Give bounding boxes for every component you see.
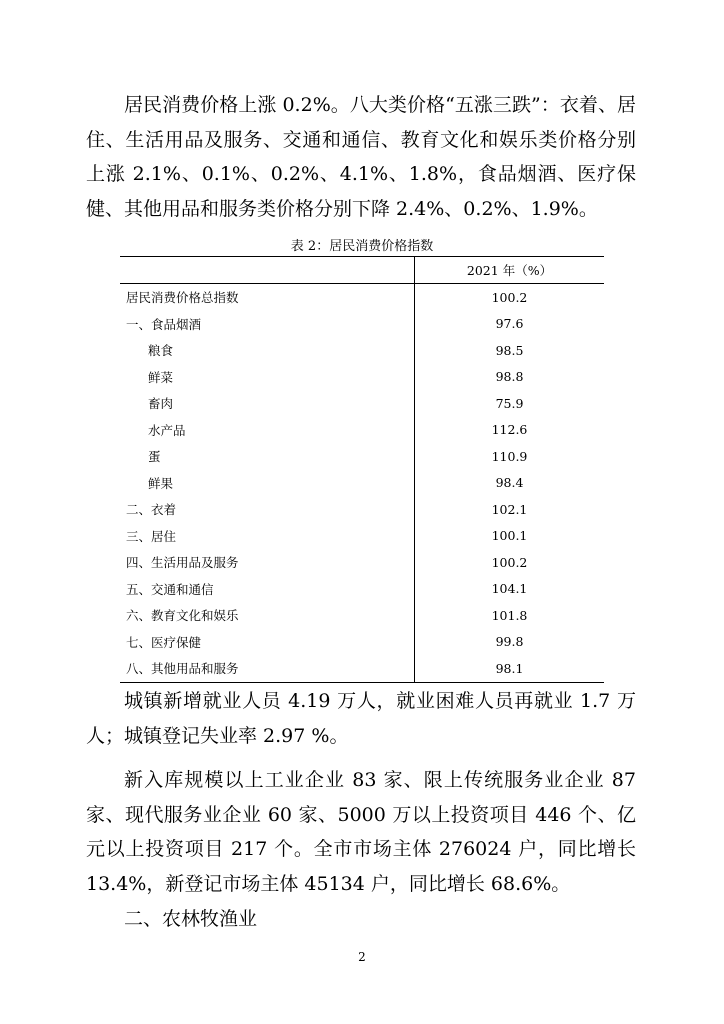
row-name: 蛋 <box>120 443 415 470</box>
table-row <box>120 390 604 417</box>
table-row <box>120 655 604 682</box>
row-value: 98.5 <box>495 342 524 358</box>
table-row <box>120 470 604 497</box>
row-name: 水产品 <box>120 417 415 444</box>
row-value: 100.2 <box>491 289 528 305</box>
row-name: 粮食 <box>120 337 415 364</box>
table-row <box>120 337 604 364</box>
table-row <box>120 417 604 444</box>
row-value: 97.6 <box>495 316 524 332</box>
row-value: 104.1 <box>491 581 528 597</box>
table-row <box>120 523 604 550</box>
row-value: 102.1 <box>491 501 528 517</box>
row-name: 鲜菜 <box>120 364 415 391</box>
table-row <box>120 364 604 391</box>
paragraph-cpi-summary: 居民消费价格上涨 0.2%。八大类价格“五涨三跌”：衣着、居住、生活用品及服务、交通和通信、教育文化和娱乐类价格分别上涨 2.1%、0.1%、0.2%、4.1%、1.8%，食品烟酒、医疗保健、其他用品和服务类价格分别下降 2.4%、0.2%、1.9%。 <box>86 94 636 220</box>
row-value: 98.1 <box>495 660 524 676</box>
table-row <box>120 284 604 311</box>
table-row <box>120 443 604 470</box>
table-row <box>120 602 604 629</box>
header-item <box>120 257 415 284</box>
row-name: 三、居住 <box>120 523 415 550</box>
row-name: 五、交通和通信 <box>120 576 415 603</box>
row-value: 101.8 <box>491 607 528 623</box>
table-row <box>120 311 604 338</box>
table-caption: 表 2：居民消费价格指数 <box>290 239 434 254</box>
row-value: 100.1 <box>491 528 528 544</box>
row-name: 八、其他用品和服务 <box>120 655 415 682</box>
paragraph-enterprises: 新入库规模以上工业企业 83 家、限上传统服务业企业 87 家、现代服务业企业 60 家、5000 万以上投资项目 446 个、亿元以上投资项目 217 个。全市市场主体 276024 户，同比增长 13.4%，新登记市场主体 45134 户，同比增长 68.6%。 <box>86 769 636 895</box>
row-name: 畜肉 <box>120 390 415 417</box>
row-name: 六、教育文化和娱乐 <box>120 602 415 629</box>
table-row <box>120 496 604 523</box>
row-value: 75.9 <box>495 395 524 411</box>
row-value: 112.6 <box>491 422 528 438</box>
row-name: 四、生活用品及服务 <box>120 549 415 576</box>
section-heading: 二、农林牧渔业 <box>124 908 258 930</box>
row-name: 七、医疗保健 <box>120 629 415 656</box>
row-name: 鲜果 <box>120 470 415 497</box>
table-row <box>120 549 604 576</box>
table-header-row <box>120 257 604 284</box>
row-value: 98.4 <box>495 475 524 491</box>
row-name: 居民消费价格总指数 <box>120 284 415 311</box>
table-row <box>120 629 604 656</box>
row-value: 110.9 <box>491 448 528 464</box>
header-year-percent: 2021 年（%） <box>466 263 553 278</box>
page-number: 2 <box>358 950 366 964</box>
row-value: 98.8 <box>495 369 524 385</box>
row-value: 99.8 <box>495 634 524 650</box>
row-name: 一、食品烟酒 <box>120 311 415 338</box>
row-name: 二、衣着 <box>120 496 415 523</box>
table-row <box>120 576 604 603</box>
paragraph-employment: 城镇新增就业人员 4.19 万人，就业困难人员再就业 1.7 万人；城镇登记失业率 2.97 %。 <box>86 690 636 747</box>
row-value: 100.2 <box>491 554 528 570</box>
cpi-table <box>120 256 604 683</box>
